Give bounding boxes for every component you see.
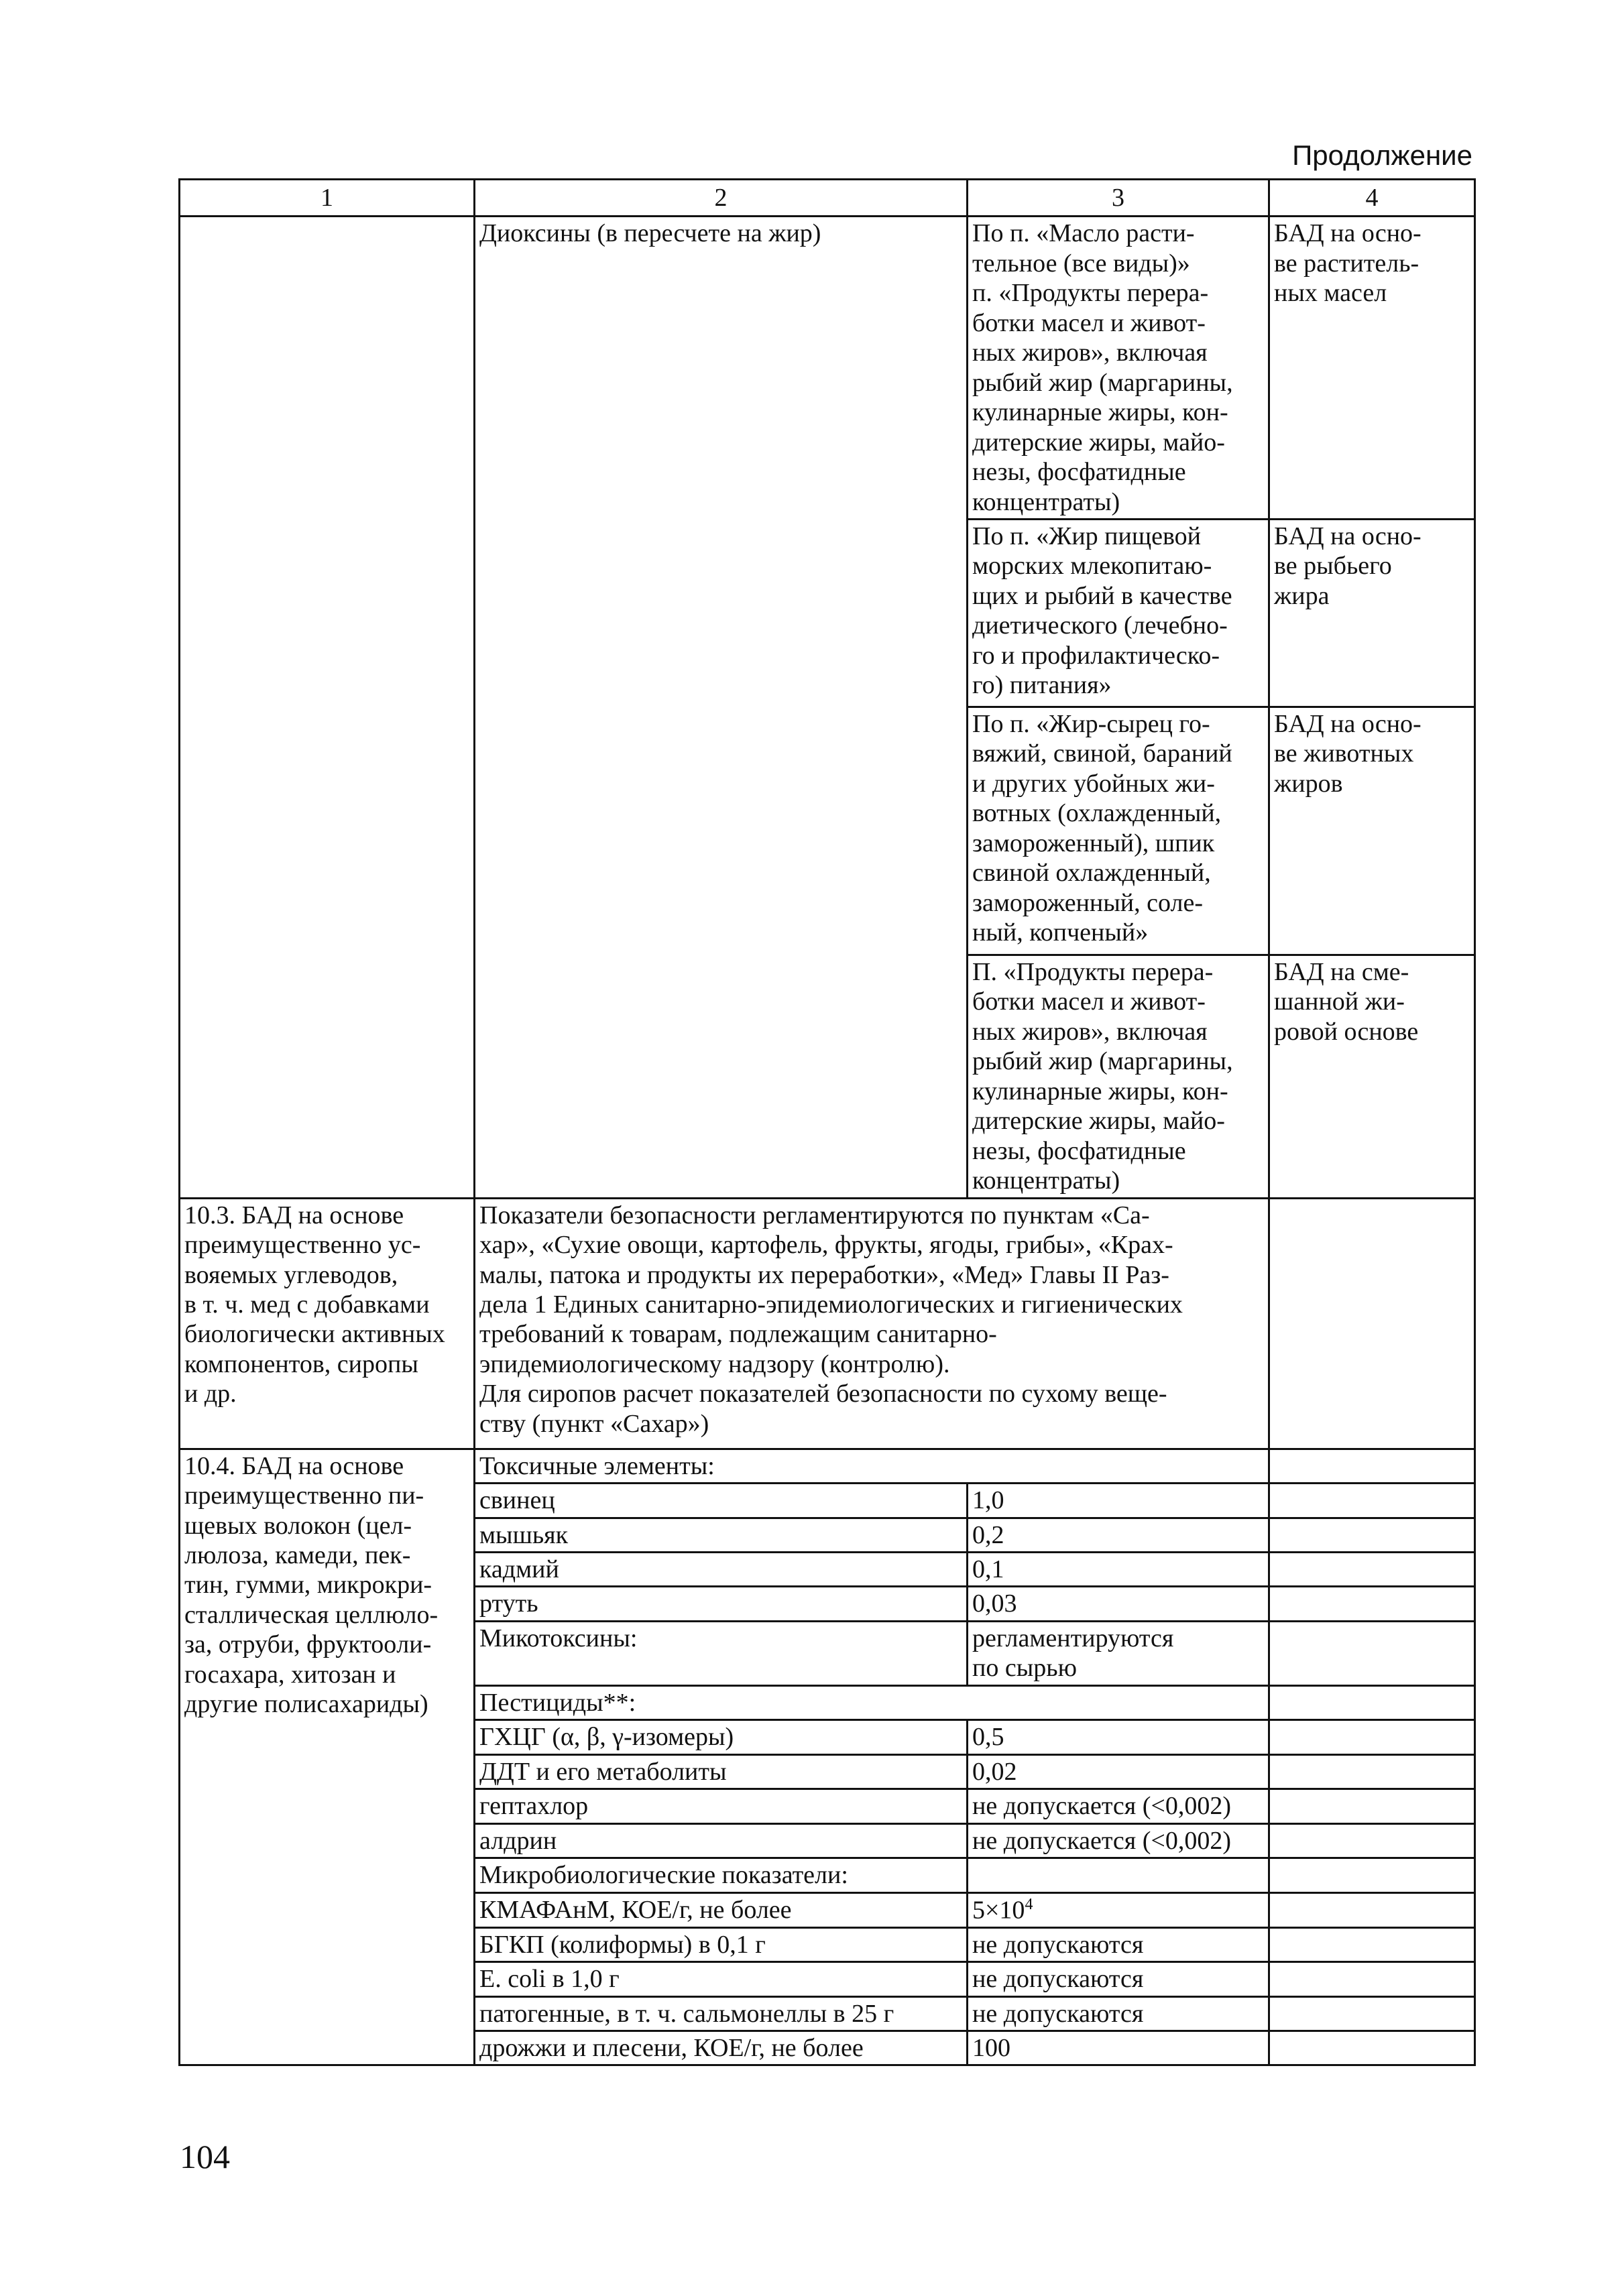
indicator-value: не допускаются	[968, 1962, 1269, 1996]
empty-cell	[1269, 1823, 1475, 1858]
indicator-label: Пестициды**:	[475, 1685, 1269, 1719]
indicator-label: алдрин	[475, 1823, 968, 1858]
product-cell: БАД на осно- ве рыбьего жира	[1269, 519, 1475, 707]
empty-cell	[1269, 1685, 1475, 1719]
header-col-1: 1	[180, 180, 475, 217]
empty-cell	[1269, 1754, 1475, 1789]
reference-cell: По п. «Жир пищевой морских млекопитаю- щих и рыбий в качестве диетического (лечебно- го и профилактическо- го) питания»	[968, 519, 1269, 707]
empty-cell	[1269, 1927, 1475, 1961]
indicator-label: БГКП (колиформы) в 0,1 г	[475, 1927, 968, 1961]
empty-cell	[1269, 1789, 1475, 1823]
indicator-value: не допускается (<0,002)	[968, 1823, 1269, 1858]
section-cell-empty	[180, 217, 475, 1198]
product-cell: БАД на осно- ве раститель- ных масел	[1269, 217, 1475, 520]
empty-cell	[1269, 2031, 1475, 2065]
empty-cell	[1269, 1587, 1475, 1621]
indicator-value: 0,2	[968, 1518, 1269, 1552]
value-exponent: 4	[1025, 1895, 1033, 1913]
empty-cell	[1269, 1198, 1475, 1449]
section-text-10-3: Показатели безопасности регламентируются по пунктам «Са- хар», «Сухие овощи, картофель, фрукты, ягоды, грибы», «Крах- малы, патока и продукты их переработки», «Мед» Главы II Раз- дела 1 Единых санитарно-эпидемиологических и гигиенических требований к товарам, подлежащим санитарно- эпидемиологическому надзору (контролю). Для сиропов расчет показателей безопасности по сухому веще- ству (пункт «Сахар»)	[475, 1198, 1269, 1449]
reference-cell: П. «Продукты перера- ботки масел и живот- ных жиров», включая рыбий жир (маргарины, кулинарные жиры, кон- дитерские жиры, майо- незы, фосфатидные концентраты)	[968, 955, 1269, 1198]
indicator-value: 0,1	[968, 1552, 1269, 1586]
indicator-value: не допускаются	[968, 1996, 1269, 2031]
page-number: 104	[180, 2138, 230, 2175]
empty-cell	[1269, 1552, 1475, 1586]
table-row	[180, 1198, 1475, 1449]
indicator-label: мышьяк	[475, 1518, 968, 1552]
header-col-3: 3	[968, 180, 1269, 217]
empty-cell	[1269, 1449, 1475, 1483]
empty-cell	[1269, 1996, 1475, 2031]
product-cell: БАД на осно- ве животных жиров	[1269, 707, 1475, 955]
indicator-cell: Диоксины (в пересчете на жир)	[475, 217, 968, 1198]
product-cell: БАД на сме- шанной жи- ровой основе	[1269, 955, 1475, 1198]
indicator-label: E. coli в 1,0 г	[475, 1962, 968, 1996]
indicator-label: ГХЦГ (α, β, γ-изомеры)	[475, 1720, 968, 1754]
header-col-4: 4	[1269, 180, 1475, 217]
indicator-label: Микробиологические показатели:	[475, 1858, 968, 1892]
indicator-value	[968, 1858, 1269, 1892]
indicator-value	[968, 1892, 1269, 1927]
indicator-value: не допускаются	[968, 1927, 1269, 1961]
indicator-value: 0,03	[968, 1587, 1269, 1621]
continuation-label: Продолжение	[1292, 139, 1472, 171]
empty-cell	[1269, 1858, 1475, 1892]
indicator-label: ртуть	[475, 1587, 968, 1621]
empty-cell	[1269, 1962, 1475, 1996]
reference-cell: По п. «Масло расти- тельное (все виды)» п. «Продукты перера- ботки масел и живот- ных жиров», включая рыбий жир (маргарины, кулинарные жиры, кон- дитерские жиры, майо- незы, фосфатидные концентраты)	[968, 217, 1269, 520]
table-row	[180, 1449, 1475, 1483]
indicator-value: регламентируются по сырью	[968, 1621, 1269, 1685]
indicator-value: не допускается (<0,002)	[968, 1789, 1269, 1823]
indicator-label: гептахлор	[475, 1789, 968, 1823]
indicator-value: 0,02	[968, 1754, 1269, 1789]
header-col-2: 2	[475, 180, 968, 217]
section-name-10-3: 10.3. БАД на основе преимущественно ус- вояемых углеводов, в т. ч. мед с добавками биологически активных компонентов, сиропы и др.	[180, 1198, 475, 1449]
reference-cell: По п. «Жир-сырец го- вяжий, свиной, бараний и других убойных жи- вотных (охлажденный, замороженный), шпик свиной охлажденный, замороженный, соле- ный, копченый»	[968, 707, 1269, 955]
empty-cell	[1269, 1484, 1475, 1518]
empty-cell	[1269, 1518, 1475, 1552]
empty-cell	[1269, 1621, 1475, 1685]
indicator-label: КМАФАнМ, КОЕ/г, не более	[475, 1892, 968, 1927]
value-base: 5×10	[972, 1896, 1025, 1925]
indicator-label: кадмий	[475, 1552, 968, 1586]
indicator-value: 0,5	[968, 1720, 1269, 1754]
indicator-label: свинец	[475, 1484, 968, 1518]
empty-cell	[1269, 1892, 1475, 1927]
indicator-label: Токсичные элементы:	[475, 1449, 1269, 1483]
indicator-value: 100	[968, 2031, 1269, 2065]
section-name-10-4: 10.4. БАД на основе преимущественно пи- щевых волокон (цел- люлоза, камеди, пек- тин, гумми, микрокри- сталлическая целлюло- за, отруби, фруктоoли- госахара, хитозан и другие полисахариды)	[180, 1449, 475, 2065]
indicator-label: ДДТ и его метаболиты	[475, 1754, 968, 1789]
indicator-value: 1,0	[968, 1484, 1269, 1518]
table-header-row	[180, 180, 1475, 217]
indicator-label: дрожжи и плесени, КОЕ/г, не более	[475, 2031, 968, 2065]
indicator-label: Микотоксины:	[475, 1621, 968, 1685]
table-row	[180, 217, 1475, 520]
indicator-label: патогенные, в т. ч. сальмонеллы в 25 г	[475, 1996, 968, 2031]
requirements-table	[178, 178, 1476, 2066]
empty-cell	[1269, 1720, 1475, 1754]
